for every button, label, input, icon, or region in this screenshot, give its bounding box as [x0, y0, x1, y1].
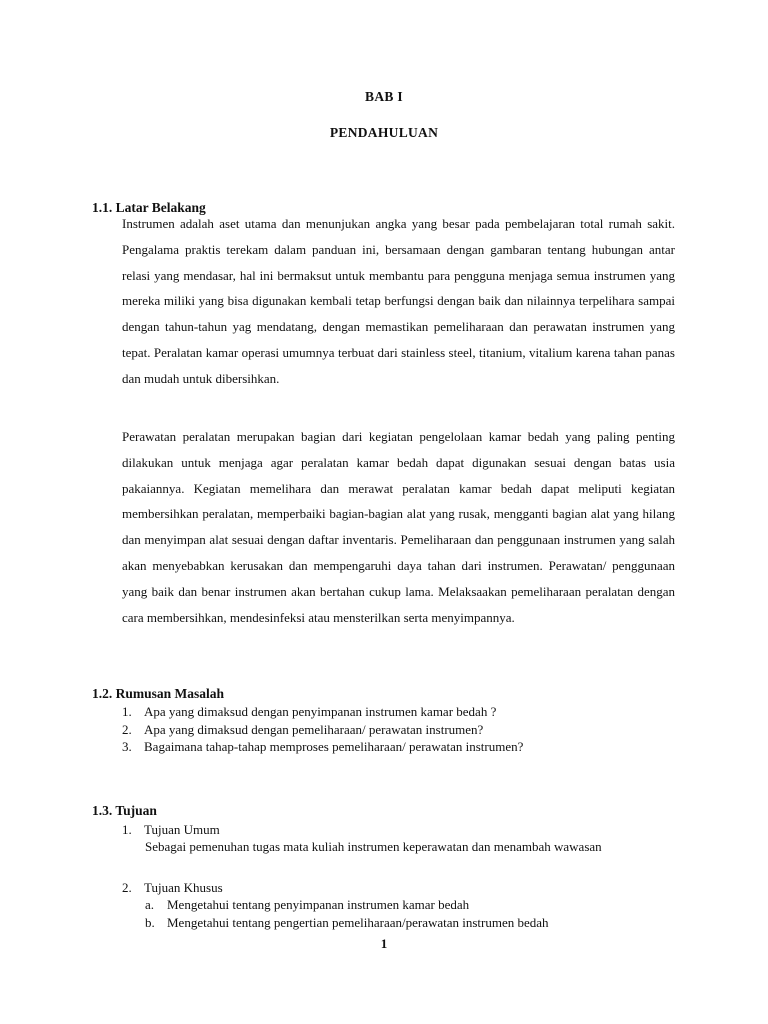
- list-item-number: 1.: [122, 822, 132, 837]
- tujuan-umum-description: Sebagai pemenuhan tugas mata kuliah instrumen keperawatan dan menambah wawasan: [145, 839, 602, 854]
- tujuan-khusus-subitems: [145, 896, 549, 931]
- list-item-text: Bagaimana tahap-tahap memproses pemeliharaan/ perawatan instrumen?: [144, 739, 524, 754]
- chapter-label: BAB I: [365, 89, 403, 104]
- list-item-number: 1.: [122, 704, 132, 719]
- list-item-text: Mengetahui tentang penyimpanan instrumen kamar bedah: [167, 897, 470, 912]
- list-item-number: 2.: [122, 721, 132, 737]
- paragraph-latar-belakang-2: Perawatan peralatan merupakan bagian dari kegiatan pengelolaan kamar bedah yang paling penting dilakukan untuk menjaga agar peralatan kamar bedah dapat digunakan sesuai dengan batas usia pakaiannya. Kegiatan memelihara dan merawat peralatan kamar bedah dapat meliputi kegiatan membersihkan peralatan, memperbaiki bagian-bagian alat yang rusak, mengganti bagian alat yang hilang dan menyimpan alat sesuai dengan daftar inventaris. Pemeliharaan dan penggunaan instrumen yang salah akan menyebabkan kerusakan dan mempengaruhi daya tahan dari instrumen. Perawatan/ penggunaan yang baik dan benar instrumen akan bertahan cukup lama. Melaksaakan pemeliharaan peralatan dengan cara membersihkan, mendesinfeksi atau mensterilkan serta menyimpannya.: [122, 429, 675, 625]
- list-item-letter: a.: [145, 897, 155, 912]
- list-item-letter: b.: [145, 914, 155, 930]
- tujuan-khusus-list: [122, 879, 223, 897]
- chapter-title: PENDAHULUAN: [329, 125, 439, 140]
- list-item-text: Apa yang dimaksud dengan penyimpanan instrumen kamar bedah ?: [144, 704, 497, 719]
- paragraph-latar-belakang-1: Instrumen adalah aset utama dan menunjukan angka yang besar pada pembelajaran total rumah sakit. Pengalama praktis terekam dalam panduan ini, bersamaan dengan gambaran tentang hubungan antar relasi yang mendasar, hal ini bermaksut untuk membantu para pengguna menjaga semua instrumen yang mereka miliki yang bisa digunakan kembali tetap berfungsi dengan baik dan nilainnya terpelihara sampai dengan tahun-tahun yag mendatang, dengan memastikan pemeliharaan dan perawatan instrumen yang tepat. Peralatan kamar operasi umumnya terbuat dari stainless steel, titanium, vitalium karena tahan panas dan mudah untuk dibersihkan.: [122, 216, 675, 386]
- list-item: [145, 914, 549, 932]
- list-item: [122, 738, 523, 756]
- list-item: [145, 896, 549, 914]
- list-item-text: Tujuan Khusus: [144, 880, 223, 895]
- list-item-text: Mengetahui tentang pengertian pemeliharaan/perawatan instrumen bedah: [167, 914, 549, 930]
- list-item: [122, 721, 523, 739]
- section-heading-latar-belakang: 1.1. Latar Belakang: [92, 200, 206, 215]
- list-item-text: Tujuan Umum: [144, 822, 220, 837]
- list-item: [122, 879, 223, 897]
- section-heading-rumusan-masalah: 1.2. Rumusan Masalah: [92, 686, 225, 701]
- list-item: [122, 703, 523, 721]
- section-heading-tujuan: 1.3. Tujuan: [92, 803, 157, 818]
- list-item-number: 2.: [122, 880, 132, 895]
- list-item-number: 3.: [122, 739, 132, 754]
- list-item-text: Apa yang dimaksud dengan pemeliharaan/ perawatan instrumen?: [144, 721, 484, 737]
- page-number: 1: [380, 936, 388, 951]
- rumusan-masalah-list: [122, 703, 523, 756]
